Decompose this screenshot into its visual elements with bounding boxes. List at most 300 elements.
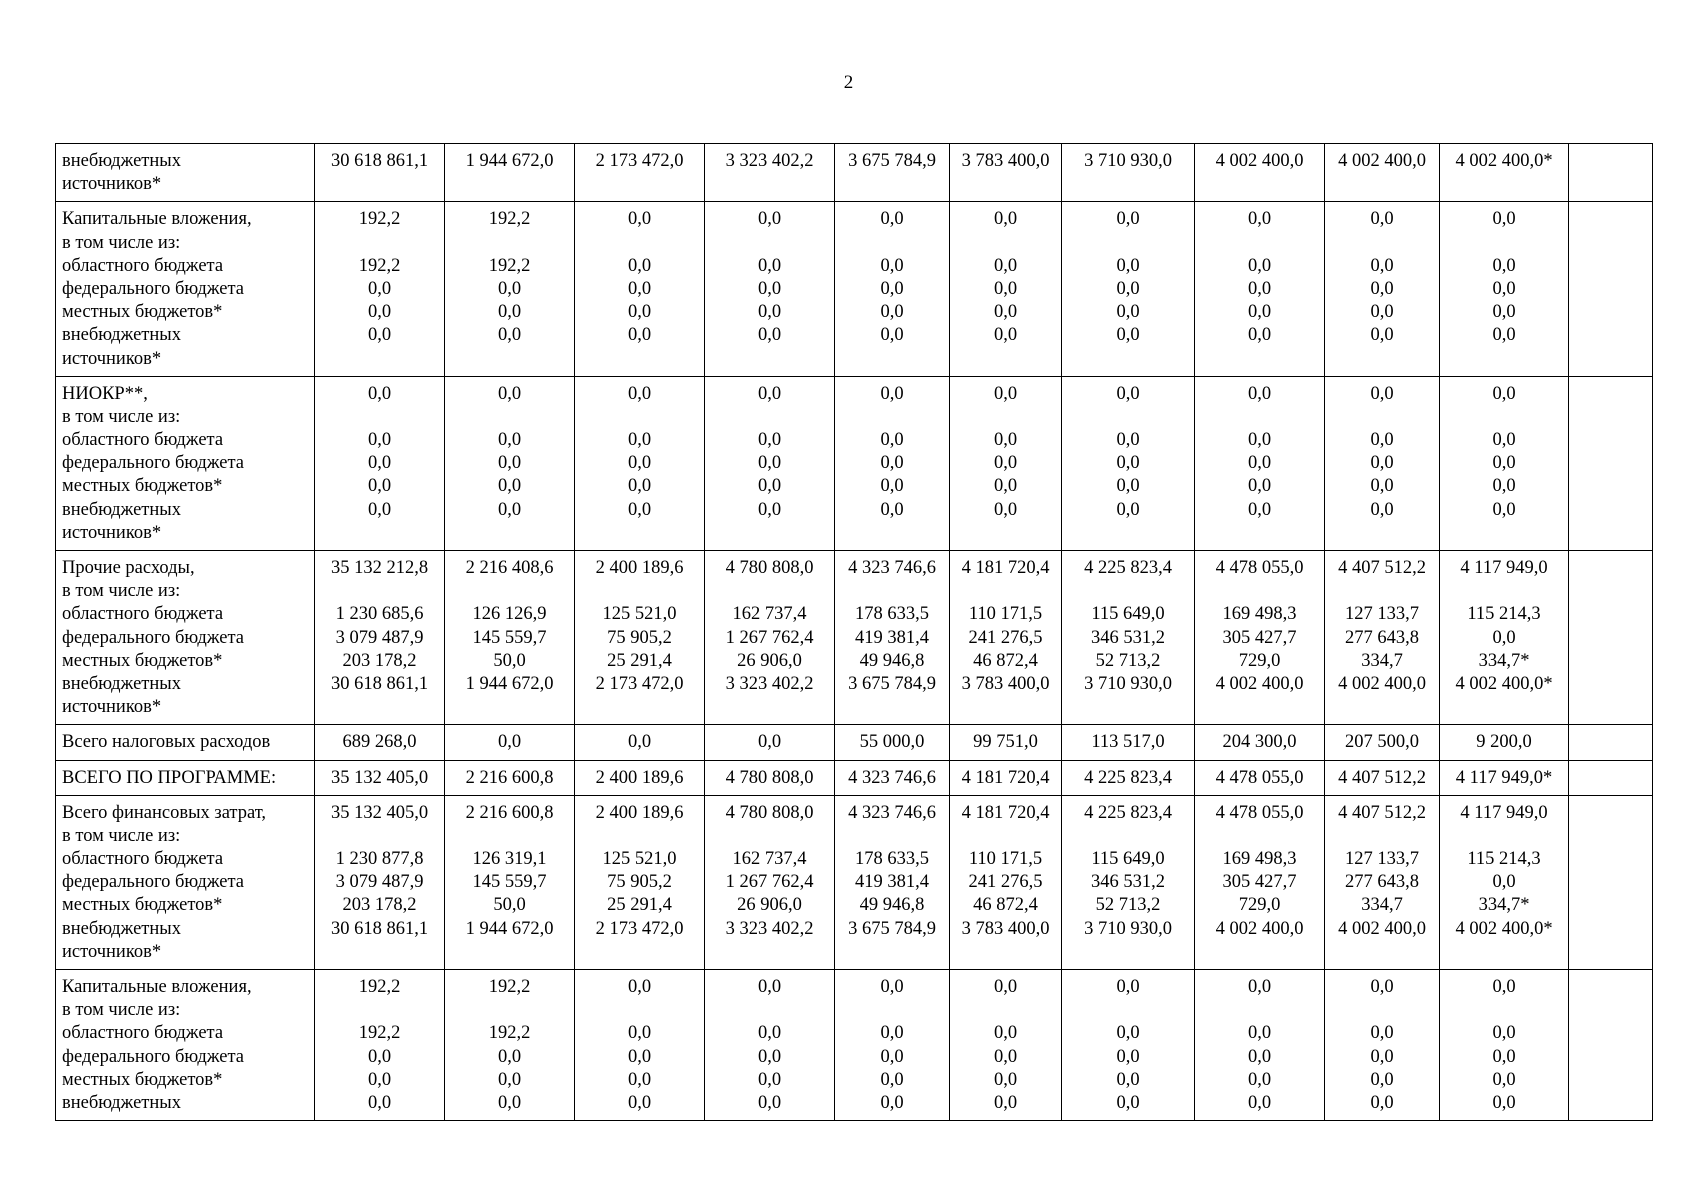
cell-value: 0,0	[1247, 383, 1272, 404]
cell-value: 162 737,4	[732, 604, 807, 625]
cell-value: 1 944 672,0	[465, 151, 554, 171]
cell-value: 169 498,3	[1222, 604, 1297, 625]
cell-value: 52 713,2	[1095, 895, 1161, 916]
cell-value: 2 216 600,8	[465, 767, 554, 788]
cell-value: 30 618 861,1	[330, 918, 429, 939]
cell-value: 99 751,0	[973, 732, 1038, 753]
cell-value: 4 002 400,0	[1215, 673, 1304, 694]
cell-value	[578, 825, 701, 848]
cell-value: 0,0	[1247, 1069, 1272, 1090]
cell-value: 305 427,7	[1222, 872, 1297, 893]
cell-value: 0,0	[1247, 977, 1272, 997]
cell-value: 0,0	[367, 1069, 392, 1090]
cell-value	[1572, 383, 1649, 406]
value-cell	[1195, 202, 1325, 376]
cell-value: 192,2	[358, 255, 401, 276]
value-cell	[1195, 795, 1325, 969]
cell-value: 0,0	[1247, 1023, 1272, 1044]
cell-value	[1572, 767, 1649, 790]
value-cell	[1569, 725, 1653, 760]
cell-value: 0,0	[367, 476, 392, 497]
row-label-line: областного бюджета	[62, 430, 224, 451]
cell-value	[708, 232, 831, 255]
cell-value: 0,0	[1116, 1069, 1140, 1090]
cell-value: 0,0	[757, 255, 782, 276]
cell-value: 0,0	[757, 1046, 782, 1067]
cell-value: 0,0	[757, 302, 782, 323]
value-cell	[950, 144, 1062, 202]
cell-value	[953, 406, 1058, 429]
cell-value: 0,0	[1370, 499, 1394, 520]
row-label-line: источников*	[62, 522, 162, 543]
cell-value: 0,0	[757, 325, 782, 346]
cell-value: 729,0	[1238, 895, 1281, 916]
value-cell	[315, 970, 445, 1121]
cell-value: 4 002 400,0*	[1455, 151, 1553, 171]
cell-value: 3 675 784,9	[848, 151, 936, 171]
cell-value: 0,0	[757, 430, 782, 451]
cell-value: 0,0	[1370, 325, 1394, 346]
cell-value: 4 323 746,6	[848, 558, 936, 578]
cell-value: 0,0	[993, 977, 1018, 997]
cell-value: 729,0	[1238, 650, 1281, 671]
cell-value: 0,0	[497, 302, 522, 323]
cell-value	[1328, 580, 1436, 603]
cell-value: 4 478 055,0	[1215, 767, 1304, 788]
cell-value: 0,0	[993, 278, 1018, 299]
cell-value	[838, 825, 946, 848]
cell-value: 0,0	[367, 383, 392, 404]
cell-value: 0,0	[1370, 278, 1394, 299]
cell-value: 0,0	[757, 278, 782, 299]
cell-value: 0,0	[880, 255, 904, 276]
cell-value: 0,0	[627, 278, 652, 299]
cell-value: 30 618 861,1	[330, 151, 429, 171]
cell-value: 1 230 877,8	[335, 849, 424, 870]
row-label-line: Всего финансовых затрат,	[62, 802, 267, 823]
row-label-line: в том числе из:	[62, 1000, 181, 1021]
cell-value: 0,0	[367, 278, 392, 299]
cell-value: 241 276,5	[968, 872, 1043, 893]
row-label-line: внебюджетных	[62, 1092, 181, 1113]
cell-value: 0,0	[1370, 1023, 1394, 1044]
cell-value: 0,0	[1492, 302, 1516, 323]
value-cell	[1440, 376, 1569, 550]
cell-value: 115 649,0	[1091, 604, 1165, 625]
value-cell	[445, 202, 575, 376]
cell-value: 192,2	[358, 1023, 401, 1044]
cell-value: 0,0	[1492, 453, 1516, 474]
row-label-line: областного бюджета	[62, 604, 224, 625]
cell-value: 0,0	[880, 476, 904, 497]
cell-value: 1 267 762,4	[725, 627, 814, 648]
value-cell	[315, 795, 445, 969]
cell-value	[1572, 208, 1649, 231]
cell-value: 0,0	[367, 302, 392, 323]
cell-value: 0,0	[1492, 627, 1516, 648]
row-label-line: Прочие расходы,	[62, 558, 195, 578]
cell-value: 52 713,2	[1095, 650, 1161, 671]
value-cell	[1440, 725, 1569, 760]
cell-value: 110 171,5	[968, 604, 1043, 625]
cell-value: 0,0	[1492, 1069, 1516, 1090]
cell-value: 3 783 400,0	[961, 151, 1050, 171]
value-cell	[575, 795, 705, 969]
value-cell	[1325, 551, 1440, 725]
cell-value: 0,0	[993, 453, 1018, 474]
cell-value: 334,7	[1361, 895, 1403, 916]
cell-value: 203 178,2	[342, 895, 417, 916]
value-cell	[1569, 970, 1653, 1121]
value-cell	[1325, 376, 1440, 550]
cell-value: 4 323 746,6	[848, 802, 936, 823]
cell-value: 55 000,0	[859, 732, 925, 753]
cell-value: 4 002 400,0	[1338, 673, 1426, 694]
cell-value: 0,0	[1370, 302, 1394, 323]
cell-value	[318, 406, 441, 429]
cell-value: 0,0	[1492, 872, 1516, 893]
cell-value	[838, 406, 946, 429]
value-cell	[835, 376, 950, 550]
cell-value	[1065, 999, 1191, 1022]
row-label-line: источников*	[62, 941, 162, 962]
cell-value: 75 905,2	[607, 872, 672, 893]
value-cell	[1062, 144, 1195, 202]
value-cell	[575, 760, 705, 795]
value-cell	[835, 760, 950, 795]
cell-value: 35 132 405,0	[330, 802, 429, 823]
value-cell	[950, 376, 1062, 550]
row-label-line: федерального бюджета	[62, 1046, 245, 1067]
value-cell	[575, 376, 705, 550]
cell-value	[953, 999, 1058, 1022]
cell-value	[1198, 825, 1321, 848]
table-row	[56, 725, 1653, 760]
cell-value: 0,0	[757, 1069, 782, 1090]
cell-value: 0,0	[993, 499, 1018, 520]
cell-value: 0,0	[880, 1069, 904, 1090]
row-label-line: федерального бюджета	[62, 278, 245, 299]
cell-value: 0,0	[1370, 209, 1394, 230]
cell-value: 0,0	[757, 453, 782, 474]
value-cell	[1195, 376, 1325, 550]
value-cell	[445, 144, 575, 202]
cell-value	[1328, 406, 1436, 429]
cell-value: 113 517,0	[1091, 732, 1165, 753]
cell-value: 0,0	[627, 430, 652, 451]
cell-value: 126 319,1	[472, 849, 547, 870]
row-label-line: местных бюджетов*	[62, 650, 223, 671]
cell-value: 419 381,4	[855, 872, 929, 893]
cell-value: 3 783 400,0	[961, 673, 1050, 694]
cell-value: 0,0	[757, 1092, 782, 1113]
row-label-cell	[56, 202, 315, 376]
cell-value: 9 200,0	[1476, 732, 1532, 753]
cell-value: 277 643,8	[1345, 872, 1419, 893]
value-cell	[1062, 760, 1195, 795]
table-row	[56, 760, 1653, 795]
cell-value: 0,0	[627, 453, 652, 474]
cell-value: 3 710 930,0	[1084, 151, 1172, 171]
value-cell	[705, 795, 835, 969]
cell-value: 4 407 512,2	[1338, 767, 1426, 788]
value-cell	[705, 760, 835, 795]
cell-value: 207 500,0	[1345, 732, 1419, 753]
cell-value: 50,0	[493, 895, 526, 916]
cell-value: 0,0	[1492, 977, 1516, 997]
value-cell	[315, 725, 445, 760]
cell-value	[1443, 999, 1565, 1022]
cell-value: 3 323 402,2	[725, 151, 814, 171]
cell-value: 0,0	[880, 430, 904, 451]
value-cell	[1569, 760, 1653, 795]
cell-value: 0,0	[1116, 278, 1140, 299]
cell-value	[953, 232, 1058, 255]
cell-value: 169 498,3	[1222, 849, 1297, 870]
value-cell	[705, 970, 835, 1121]
cell-value: 0,0	[1370, 1069, 1394, 1090]
cell-value: 0,0	[757, 499, 782, 520]
cell-value: 0,0	[627, 977, 652, 997]
row-label-line: источников*	[62, 697, 162, 718]
cell-value	[1572, 802, 1649, 825]
value-cell	[1062, 202, 1195, 376]
value-cell	[1325, 760, 1440, 795]
value-cell	[315, 144, 445, 202]
cell-value: 0,0	[1492, 476, 1516, 497]
cell-value: 0,0	[1247, 325, 1272, 346]
cell-value: 0,0	[627, 1046, 652, 1067]
cell-value	[1572, 731, 1649, 754]
value-cell	[1062, 970, 1195, 1121]
cell-value: 0,0	[757, 383, 782, 404]
cell-value: 0,0	[497, 476, 522, 497]
cell-value: 4 323 746,6	[848, 767, 936, 788]
cell-value: 0,0	[757, 732, 782, 753]
cell-value: 0,0	[1247, 499, 1272, 520]
cell-value: 0,0	[757, 476, 782, 497]
cell-value: 277 643,8	[1345, 627, 1419, 648]
cell-value	[1328, 232, 1436, 255]
cell-value: 346 531,2	[1091, 627, 1165, 648]
cell-value: 46 872,4	[973, 650, 1038, 671]
value-cell	[950, 551, 1062, 725]
row-label-cell	[56, 144, 315, 202]
table-row	[56, 202, 1653, 376]
cell-value: 50,0	[493, 650, 526, 671]
cell-value: 4 780 808,0	[725, 558, 814, 578]
cell-value: 3 783 400,0	[961, 918, 1050, 939]
cell-value: 3 675 784,9	[848, 918, 936, 939]
cell-value: 115 214,3	[1467, 849, 1541, 870]
value-cell	[1325, 144, 1440, 202]
cell-value: 4 002 400,0	[1338, 151, 1426, 171]
value-cell	[1325, 202, 1440, 376]
row-label-line: Капитальные вложения,	[62, 977, 252, 997]
cell-value: 2 400 189,6	[595, 802, 684, 823]
cell-value: 0,0	[1492, 278, 1516, 299]
cell-value	[1572, 976, 1649, 999]
cell-value: 192,2	[488, 209, 531, 230]
cell-value: 0,0	[1492, 255, 1516, 276]
cell-value	[1443, 825, 1565, 848]
value-cell	[835, 795, 950, 969]
cell-value: 192,2	[358, 209, 401, 230]
value-cell	[315, 202, 445, 376]
cell-value	[448, 580, 571, 603]
value-cell	[1062, 795, 1195, 969]
value-cell	[705, 376, 835, 550]
cell-value	[1443, 232, 1565, 255]
cell-value	[578, 999, 701, 1022]
cell-value: 0,0	[993, 255, 1018, 276]
cell-value: 4 002 400,0	[1215, 151, 1304, 171]
value-cell	[575, 202, 705, 376]
cell-value: 4 478 055,0	[1215, 558, 1304, 578]
cell-value	[838, 999, 946, 1022]
row-label-cell	[56, 376, 315, 550]
cell-value	[1572, 557, 1649, 580]
cell-value	[448, 406, 571, 429]
cell-value: 178 633,5	[855, 849, 929, 870]
row-label-line: НИОКР**,	[62, 383, 148, 404]
cell-value: 4 117 949,0	[1460, 802, 1548, 823]
cell-value: 4 002 400,0	[1338, 918, 1426, 939]
cell-value: 0,0	[367, 430, 392, 451]
cell-value: 1 267 762,4	[725, 872, 814, 893]
row-label-cell	[56, 551, 315, 725]
cell-value: 0,0	[1116, 977, 1140, 997]
cell-value: 115 214,3	[1467, 604, 1541, 625]
value-cell	[445, 760, 575, 795]
cell-value: 4 181 720,4	[961, 802, 1050, 823]
cell-value: 0,0	[1116, 1092, 1140, 1113]
table-row	[56, 144, 1653, 202]
cell-value: 4 181 720,4	[961, 558, 1050, 578]
cell-value: 178 633,5	[855, 604, 929, 625]
value-cell	[950, 760, 1062, 795]
cell-value: 0,0	[627, 209, 652, 230]
cell-value: 75 905,2	[607, 627, 672, 648]
page-number: 2	[843, 72, 854, 93]
cell-value: 2 173 472,0	[595, 151, 684, 171]
value-cell	[445, 970, 575, 1121]
cell-value: 4 117 949,0	[1460, 558, 1548, 578]
cell-value: 4 407 512,2	[1338, 802, 1426, 823]
cell-value: 0,0	[1370, 1092, 1394, 1113]
value-cell	[1325, 970, 1440, 1121]
cell-value	[1198, 406, 1321, 429]
cell-value: 30 618 861,1	[330, 673, 429, 694]
cell-value: 46 872,4	[973, 895, 1038, 916]
cell-value	[838, 232, 946, 255]
value-cell	[575, 144, 705, 202]
cell-value	[318, 825, 441, 848]
cell-value	[1198, 999, 1321, 1022]
cell-value	[578, 580, 701, 603]
value-cell	[1195, 551, 1325, 725]
table-body	[56, 144, 1653, 1121]
cell-value: 0,0	[1492, 325, 1516, 346]
cell-value: 0,0	[627, 1092, 652, 1113]
cell-value: 203 178,2	[342, 650, 417, 671]
cell-value: 0,0	[993, 383, 1018, 404]
cell-value	[1065, 406, 1191, 429]
cell-value: 0,0	[1370, 430, 1394, 451]
value-cell	[705, 144, 835, 202]
table-row	[56, 795, 1653, 969]
value-cell	[1195, 760, 1325, 795]
row-label-line: в том числе из:	[62, 581, 181, 602]
cell-value: 4 225 823,4	[1084, 558, 1172, 578]
cell-value	[448, 232, 571, 255]
cell-value: 0,0	[497, 430, 522, 451]
cell-value	[953, 825, 1058, 848]
value-cell	[575, 551, 705, 725]
financing-table	[55, 143, 1653, 1121]
row-label-line: в том числе из:	[62, 825, 181, 846]
cell-value: 1 944 672,0	[465, 673, 554, 694]
value-cell	[705, 202, 835, 376]
cell-value: 0,0	[1492, 383, 1516, 404]
cell-value	[578, 232, 701, 255]
cell-value: 0,0	[993, 1092, 1018, 1113]
cell-value: 4 478 055,0	[1215, 802, 1304, 823]
row-label-line: в том числе из:	[62, 232, 181, 253]
row-label-line: федерального бюджета	[62, 453, 245, 474]
cell-value: 0,0	[1116, 476, 1140, 497]
cell-value: 0,0	[1116, 1046, 1140, 1067]
value-cell	[445, 795, 575, 969]
cell-value: 110 171,5	[968, 849, 1043, 870]
row-label-line: областного бюджета	[62, 1023, 224, 1044]
cell-value: 3 675 784,9	[848, 673, 936, 694]
row-label-cell	[56, 725, 315, 760]
cell-value: 2 400 189,6	[595, 767, 684, 788]
cell-value: 0,0	[497, 325, 522, 346]
cell-value: 0,0	[1492, 430, 1516, 451]
cell-value: 2 173 472,0	[595, 918, 684, 939]
cell-value: 0,0	[1492, 1023, 1516, 1044]
row-label-line: Всего налоговых расходов	[62, 732, 271, 753]
cell-value: 0,0	[880, 1046, 904, 1067]
cell-value: 0,0	[993, 1069, 1018, 1090]
cell-value: 0,0	[1116, 453, 1140, 474]
cell-value	[708, 825, 831, 848]
value-cell	[1440, 760, 1569, 795]
cell-value: 115 649,0	[1091, 849, 1165, 870]
value-cell	[950, 202, 1062, 376]
cell-value: 0,0	[757, 977, 782, 997]
cell-value: 3 079 487,9	[335, 872, 424, 893]
cell-value: 0,0	[627, 383, 652, 404]
cell-value	[953, 580, 1058, 603]
cell-value: 35 132 405,0	[330, 767, 429, 788]
value-cell	[1569, 202, 1653, 376]
cell-value: 0,0	[993, 1023, 1018, 1044]
row-label-line: внебюджетных	[62, 918, 181, 939]
cell-value: 0,0	[1247, 476, 1272, 497]
row-label-line: областного бюджета	[62, 849, 224, 870]
cell-value: 0,0	[1116, 383, 1140, 404]
cell-value: 0,0	[1247, 209, 1272, 230]
cell-value: 0,0	[1247, 278, 1272, 299]
cell-value	[708, 999, 831, 1022]
cell-value: 49 946,8	[859, 895, 925, 916]
value-cell	[705, 551, 835, 725]
cell-value	[1065, 825, 1191, 848]
row-label-line: ВСЕГО ПО ПРОГРАММЕ:	[62, 767, 277, 788]
